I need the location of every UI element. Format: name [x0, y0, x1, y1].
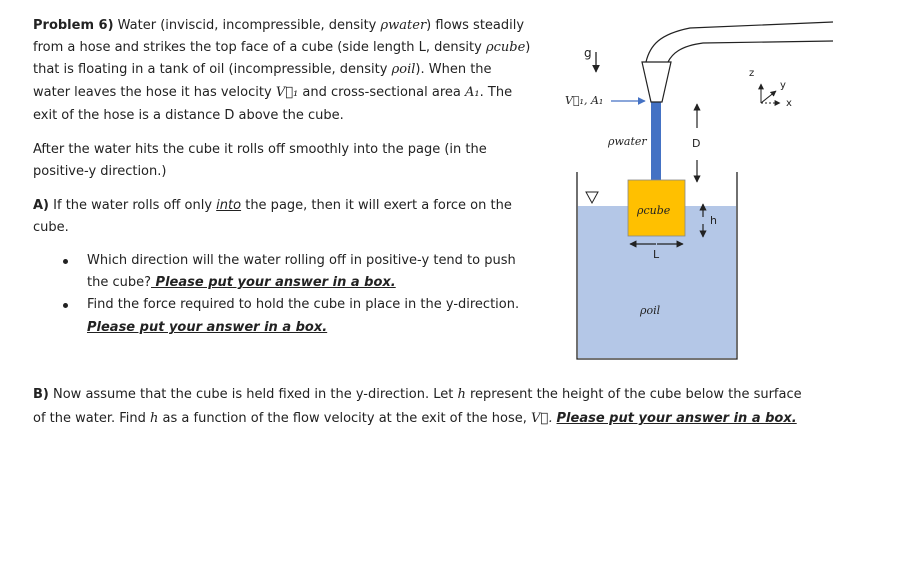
part-b-text-1b: represent the height of the cube below the surface [469, 387, 802, 402]
bullet-1-line-1: Which direction will the water rolling off in positive-y tend to push [87, 253, 516, 268]
y-axis-arrow [761, 91, 776, 103]
rho-cube-label: ρcube [637, 204, 671, 217]
intro-text-1: Water (inviscid, incompressible, density [117, 18, 377, 33]
part-a-label: A) [33, 198, 50, 213]
d-label: D [692, 137, 701, 150]
bullet-2-answer-instruction: Please put your answer in a box. [87, 320, 328, 335]
v1-symbol: V⃗₁ [275, 85, 299, 100]
intro-text-3: that is floating in a tank of oil (incompressible, density [33, 62, 388, 77]
v-symbol: V⃗. [531, 411, 553, 426]
after-line-2: positive-y direction.) [33, 164, 167, 179]
h-symbol-1: h [457, 387, 466, 402]
intro-text-2: from a hose and strikes the top face of a cube (side length L, density [33, 40, 482, 55]
after-line-1: After the water hits the cube it rolls off smoothly into the page (in the [33, 142, 487, 157]
rho-water-label: ρwater [608, 135, 647, 148]
l-label: L [653, 248, 660, 261]
intro-text-4a: water leaves the hose it has velocity [33, 85, 272, 100]
part-b-text-1a: Now assume that the cube is held fixed in the y-direction. Let [53, 387, 454, 402]
g-label: g [584, 46, 592, 60]
hose-lower-wall [668, 41, 833, 62]
intro-text-1-end: ) flows steadily [426, 18, 525, 33]
part-b-answer-instruction: Please put your answer in a box. [556, 411, 797, 426]
part-b-text-2a: of the water. Find [33, 411, 146, 426]
part-a-text-1b: the page, then it will exert a force on the [245, 198, 512, 213]
rho-oil-label: ρoil [640, 304, 661, 317]
part-a-text-1a: If the water rolls off only [53, 198, 213, 213]
part-b-text-2b: as a function of the flow velocity at the exit of the hose, [162, 411, 527, 426]
a1-symbol: A₁ [465, 85, 480, 100]
bullet-2-line-1: Find the force required to hold the cube in place in the y-direction. [87, 297, 520, 312]
water-jet [651, 102, 661, 180]
intro-line-5: exit of the hose is a distance D above the cube. [33, 108, 344, 123]
y-axis-label: y [780, 80, 786, 91]
intro-text-3-end: ). When the [415, 62, 492, 77]
intro-text-4c: . The [479, 85, 513, 100]
into-emphasis: into [216, 198, 242, 213]
bullet-1-question: the cube? [87, 275, 152, 290]
bullet-1-answer-instruction: Please put your answer in a box. [151, 275, 396, 290]
rho-cube-symbol: ρcube [485, 40, 526, 55]
rho-water-symbol: ρwater [380, 18, 427, 33]
intro-text-4b: and cross-sectional area [302, 85, 461, 100]
h-label: h [710, 214, 717, 227]
v1-a1-label: V⃗₁, A₁ [565, 94, 604, 107]
z-axis-label: z [749, 68, 755, 79]
free-surface-icon [586, 192, 598, 203]
problem-title: Problem 6) [33, 18, 114, 33]
x-axis-label: x [786, 98, 792, 109]
intro-text-2-end: ) [525, 40, 531, 55]
h-symbol-2: h [150, 411, 159, 426]
part-b-label: B) [33, 387, 49, 402]
part-a-line-2: cube. [33, 220, 69, 235]
hose-nozzle [642, 62, 671, 102]
rho-oil-symbol: ρoil [391, 62, 416, 77]
